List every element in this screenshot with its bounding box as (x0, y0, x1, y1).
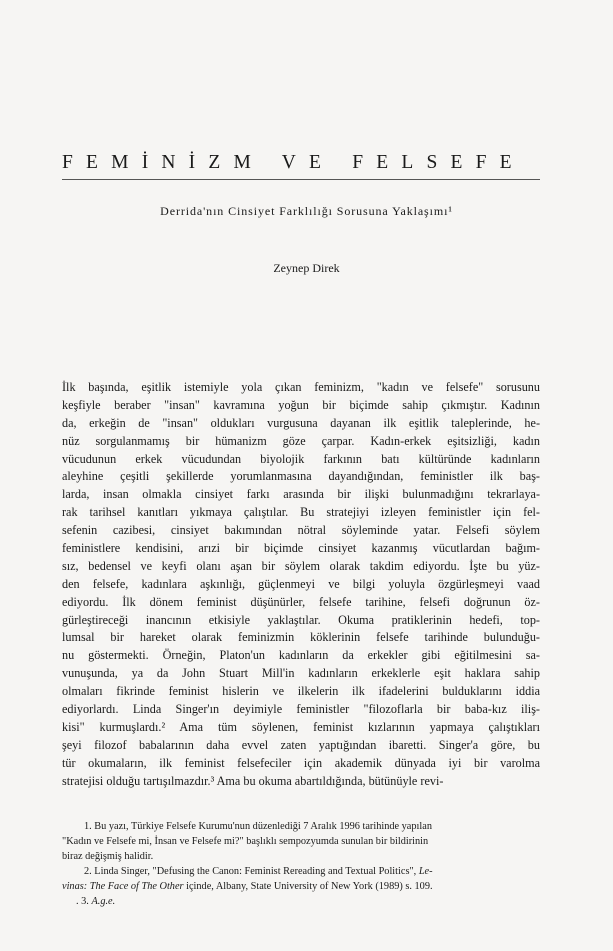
article-subtitle: Derrida'nın Cinsiyet Farklılığı Sorusuna Yaklaşımı¹ (160, 204, 453, 218)
author-name: Zeynep Direk (273, 261, 340, 275)
body-line: aleyhine çeşitli şekillerde yorumlanmasına dayandığından, feministler ilk baş- (62, 469, 540, 484)
body-line: sız, bedensel ve keyfi olanı aşan bir söylem olarak takdim ediyordu. İşte bu yüz- (62, 558, 540, 573)
body-line: keşfiyle beraber "insan" kavramına yoğun bir biçimde sahip çıkmıştır. Kadının (62, 397, 540, 412)
body-line: gürleştireceği inancının etkisiyle yaklaştılar. Okuma pratiklerinin hedefi, top- (62, 612, 540, 627)
footnote-2-italic-a: Le- (418, 865, 433, 877)
body-line: stratejisi olduğu tartışılmazdır.³ Ama bu okuma abartıldığında, bütünüyle revi- (62, 773, 444, 788)
body-line: İlk başında, eşitlik istemiyle yola çıkan feminizm, "kadın ve felsefe" sorusunu (62, 380, 540, 394)
body-line: den felsefe, kadınlara aşkınlığı, güçlenmeyi ve bilgi yoluyla özgürleşmeyi vaad (62, 576, 540, 591)
body-line: vücudunun erkek vücudundan biyolojik farkının batı kültüründe kadınların (62, 451, 540, 466)
body-line: lumsal bir hareket olarak feminizmin köklerinin felsefe tarihinde bulunduğu- (62, 630, 540, 645)
body-line: sefenin cazibesi, cinsiyet bakımından nötral söyleminde yatar. Felsefi söylem (62, 523, 540, 538)
body-line: nu göstermekti. Örneğin, Platon'un kadınların da erkekler gibi eğitilmesini sa- (62, 648, 540, 663)
body-line: ediyorlardı. Linda Singer'ın deyimiyle feministler "filozoflarla bir baba-kız iliş- (62, 702, 540, 717)
footnotes (62, 820, 540, 909)
footnote-1-line-2: "Kadın ve Felsefe mi, İnsan ve Felsefe mi?" başlıklı sempozyumda sunulan bir bildirinin (62, 835, 429, 847)
body-line: feministlere kendisini, arızi bir biçimde cinsiyet kazanmış vücutlardan bağım- (62, 541, 540, 556)
footnote-2-text: 2. Linda Singer, "Defusing the Canon: Feminist Rereading and Textual Politics", (84, 865, 419, 877)
page-title: FEMİNİZM VE FELSEFE (62, 152, 525, 173)
footnote-1-line-1: 1. Bu yazı, Türkiye Felsefe Kurumu'nun düzenlediği 7 Aralık 1996 tarihinde yapılan (84, 821, 432, 832)
body-line: larda, insan olmakla cinsiyet farkı arasında bir ilişki bulunmadığını tekrarlaya- (62, 487, 540, 502)
footnote-1-line-3: biraz değişmiş halidir. (62, 850, 154, 862)
body-line: vunuşunda, ya da John Stuart Mill'in kadınların erkeklerle eşit haklara sahip (62, 666, 540, 681)
footnote-3 (62, 895, 540, 910)
body-line: kisi" kurmuşlardı.² Ama tüm söylenen, feminist kızlarının yapmaya çalıştıkları (62, 719, 540, 734)
footnote-2-italic-b: vinas: The Face of The Other (62, 880, 184, 892)
body-line: tür okumaların, ilk feminist felsefeciler için akademik dünyada iyi bir varolma (62, 755, 540, 770)
footnote-2-line-2 (62, 880, 540, 895)
body-line: da, erkeğin de "insan" oldukları vurgusuna dayanan ilk eşitlik taleplerinde, he- (62, 415, 540, 430)
footnote-2-text-b: içinde, Albany, State University of New York (1989) s. 109. (183, 880, 433, 892)
footnote-2-line-1 (62, 865, 540, 880)
title-rule (62, 179, 540, 180)
body-paragraph (62, 379, 540, 790)
footnote-3-italic: A.g.e. (91, 895, 116, 907)
body-line: ediyordu. İlk dönem feminist düşünürler, felsefe tarihine, felsefi doğrunun öz- (62, 594, 540, 609)
body-line: rak tarihsel kanıtları yıkmaya çalıştılar. Bu stratejiyi izleyen feministler için fel- (62, 505, 540, 520)
body-line: olmaları fikrinde feminist hislerin ve ilkelerin ilk ifadelerini bulduklarını iddia (62, 684, 540, 699)
body-line: nüz sorgulanmamış bir hümanizm göze çarpar. Kadın-erkek eşitsizliği, kadın (62, 433, 540, 448)
footnote-3-number: . 3. (76, 895, 92, 907)
body-line: şeyi filozof babalarının daha evvel zaten yaptığından ibaretti. Singer'a göre, bu (62, 737, 540, 752)
